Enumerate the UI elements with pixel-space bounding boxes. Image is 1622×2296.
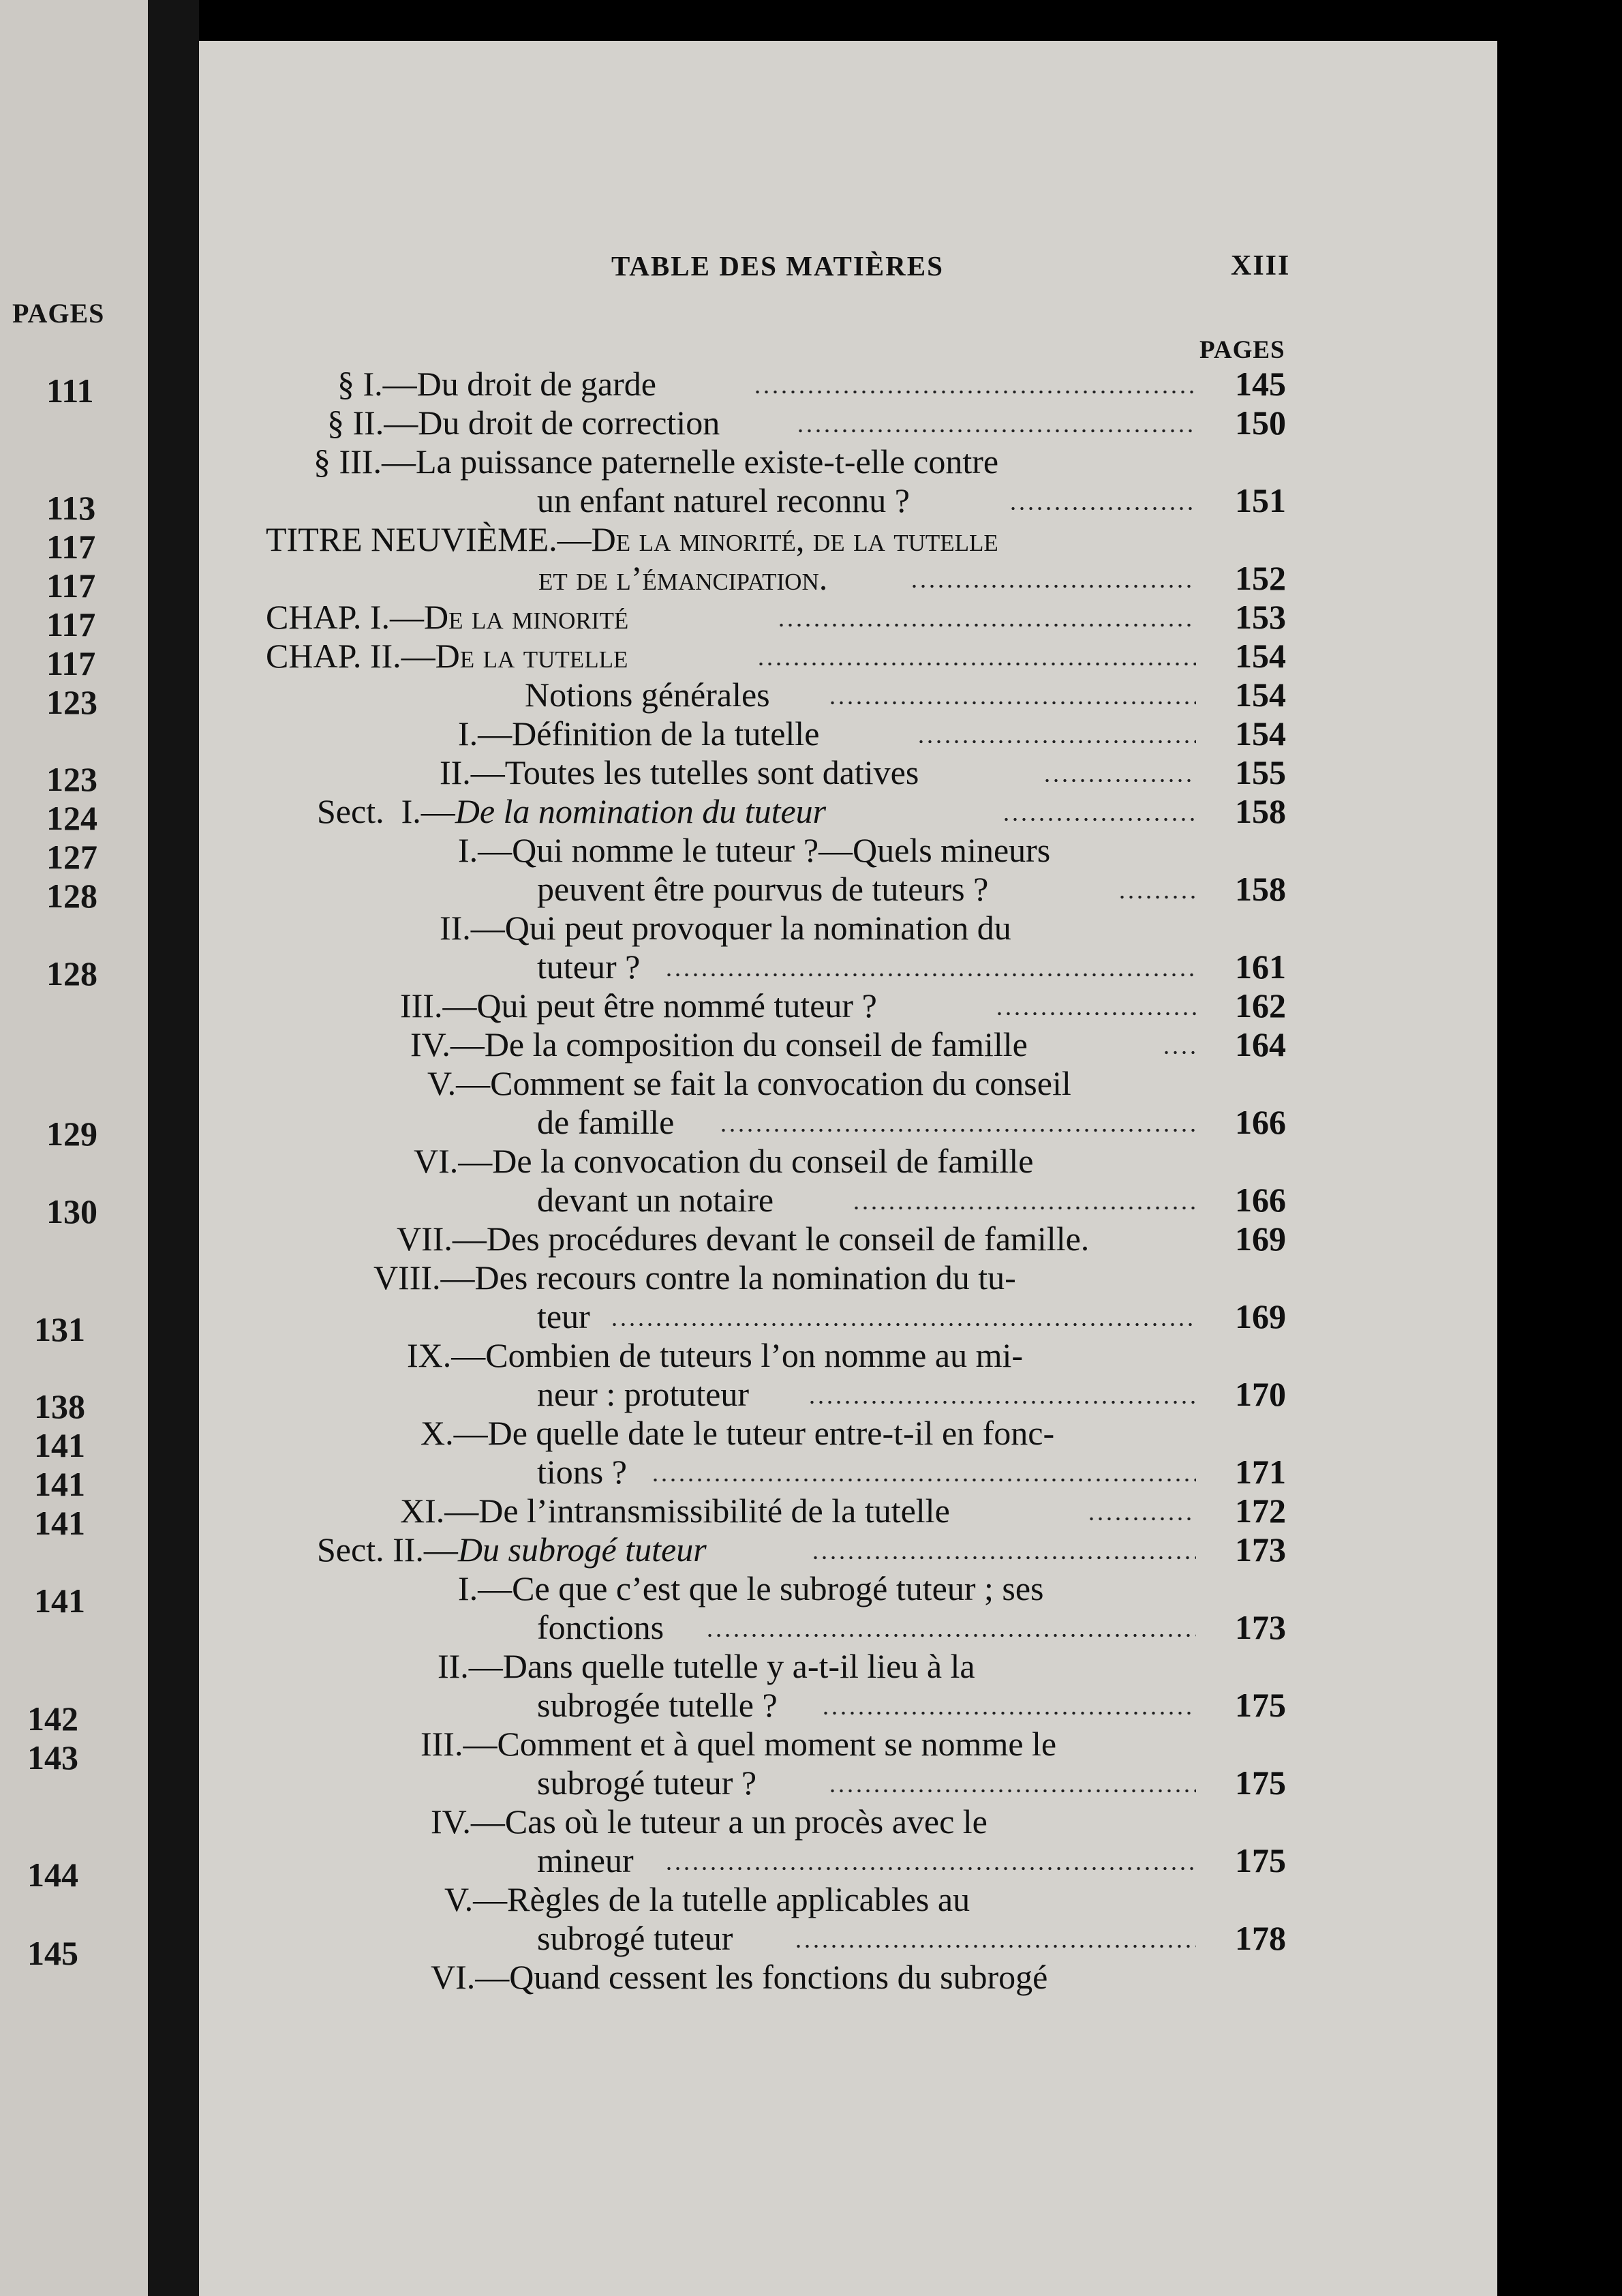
left-page-number: 138 — [34, 1387, 85, 1425]
toc-entry-text: II.—Dans quelle tutelle y a-t-il lieu à la — [438, 1647, 975, 1685]
dot-leader — [821, 1711, 1196, 1715]
toc-entry — [0, 870, 1622, 908]
dot-leader — [753, 390, 1196, 394]
toc-entry — [0, 1375, 1622, 1413]
left-pages-heading: PAGES — [12, 298, 105, 329]
dot-leader — [664, 1867, 1196, 1871]
toc-entry-page: 161 — [1235, 948, 1286, 986]
toc-entry-text: III.—Qui peut être nommé tuteur ? — [400, 986, 877, 1025]
toc-entry-text: tuteur ? — [537, 948, 641, 986]
toc-entry-text: VI.—Quand cessent les fonctions du subrogé — [431, 1958, 1048, 1996]
toc-entry — [0, 481, 1622, 519]
toc-entry — [0, 1530, 1622, 1569]
toc-entry — [0, 1064, 1622, 1102]
dot-leader — [1043, 779, 1196, 783]
toc-entry-text: Sect. I.—De la nomination du tuteur — [317, 792, 827, 830]
toc-entry-text: Notions générales — [525, 676, 770, 714]
toc-entry-text: I.—Définition de la tutelle — [458, 714, 820, 753]
toc-entry-text: CHAP. I.—De la minorité — [266, 598, 629, 636]
toc-entry — [0, 442, 1622, 481]
toc-entry — [0, 1802, 1622, 1841]
toc-entry-page: 175 — [1235, 1686, 1286, 1724]
dot-leader — [995, 1012, 1196, 1016]
toc-entry — [0, 1919, 1622, 1957]
toc-entry-text: X.—De quelle date le tuteur entre-t-il en fonc- — [420, 1414, 1055, 1452]
left-page-number: 111 — [46, 372, 94, 410]
toc-entry-page: 150 — [1235, 404, 1286, 442]
toc-entry-page: 158 — [1235, 792, 1286, 830]
dot-leader — [777, 623, 1196, 627]
toc-entry-page: 175 — [1235, 1764, 1286, 1802]
toc-entry-text: XI.—De l’intransmissibilité de la tutelle — [400, 1492, 950, 1530]
toc-entry-text: peuvent être pourvus de tuteurs ? — [537, 870, 989, 908]
left-page-number: 117 — [46, 528, 96, 566]
toc-entry-page: 166 — [1235, 1181, 1286, 1219]
toc-entry-page: 170 — [1235, 1375, 1286, 1413]
toc-entry — [0, 1220, 1622, 1258]
toc-entry — [0, 1841, 1622, 1879]
dot-leader — [705, 1633, 1196, 1637]
toc-entry — [0, 1880, 1622, 1918]
toc-entry-page: 158 — [1235, 870, 1286, 908]
left-page-number: 131 — [34, 1310, 85, 1348]
page-number: XIII — [1231, 250, 1291, 282]
toc-entry-text: de famille — [537, 1103, 675, 1141]
toc-entry — [0, 1725, 1622, 1763]
toc-entry — [0, 986, 1622, 1025]
toc-entry-text: et de l’émancipation. — [538, 559, 828, 597]
toc-entry — [0, 909, 1622, 947]
toc-entry — [0, 1569, 1622, 1607]
left-page-number: 117 — [46, 605, 96, 644]
dot-leader — [796, 429, 1196, 433]
toc-entry — [0, 714, 1622, 753]
left-page-number: 129 — [46, 1115, 97, 1153]
toc-entry-text: TITRE NEUVIÈME.—De la minorité, de la tutelle — [266, 520, 998, 558]
dot-leader — [719, 1128, 1196, 1132]
toc-entry — [0, 753, 1622, 791]
toc-entry-text: neur : protuteur — [537, 1375, 750, 1413]
toc-entry-text: CHAP. II.—De la tutelle — [266, 637, 628, 675]
toc-entry-text: mineur — [537, 1841, 634, 1879]
dot-leader — [1087, 1517, 1196, 1521]
toc-entry — [0, 520, 1622, 558]
left-page-number: 141 — [34, 1426, 85, 1464]
dot-leader — [808, 1400, 1196, 1404]
dot-leader — [828, 701, 1196, 705]
toc-entry — [0, 1492, 1622, 1530]
toc-entry-page: 145 — [1235, 365, 1286, 403]
toc-entry-text: subrogée tutelle ? — [537, 1686, 778, 1724]
left-page-number: 141 — [34, 1504, 85, 1542]
toc-entry-text: IV.—De la composition du conseil de famille — [410, 1025, 1028, 1063]
dot-leader — [651, 1478, 1196, 1482]
toc-entry-page: 175 — [1235, 1841, 1286, 1879]
toc-entry — [0, 676, 1622, 714]
dot-leader — [1009, 507, 1196, 511]
toc-entry-page: 178 — [1235, 1919, 1286, 1957]
toc-entry — [0, 1297, 1622, 1335]
left-page-number: 124 — [46, 799, 97, 837]
toc-entry-text: Sect. II.—Du subrogé tuteur — [317, 1530, 707, 1569]
toc-entry — [0, 1103, 1622, 1141]
dot-leader — [917, 740, 1196, 744]
toc-entry-text: IV.—Cas où le tuteur a un procès avec le — [431, 1802, 988, 1841]
toc-entry — [0, 1764, 1622, 1802]
toc-entry-text: VI.—De la convocation du conseil de famille — [414, 1142, 1034, 1180]
dot-leader — [828, 1789, 1196, 1793]
toc-entry-page: 173 — [1235, 1530, 1286, 1569]
toc-entry-text: V.—Comment se fait la convocation du conseil — [427, 1064, 1071, 1102]
left-page-number: 143 — [27, 1738, 78, 1777]
left-page-number: 117 — [46, 567, 96, 605]
toc-entry — [0, 1336, 1622, 1374]
left-page-number: 142 — [27, 1700, 78, 1738]
toc-entry — [0, 598, 1622, 636]
toc-entry-page: 169 — [1235, 1220, 1286, 1258]
toc-entry-text: II.—Qui peut provoquer la nomination du — [440, 909, 1011, 947]
toc-entry-text: subrogé tuteur ? — [537, 1764, 757, 1802]
toc-entry-text: teur — [537, 1297, 590, 1335]
pages-column-label: PAGES — [1199, 336, 1285, 364]
toc-entry-text: subrogé tuteur — [537, 1919, 733, 1957]
toc-entry — [0, 404, 1622, 442]
toc-entry-page: 173 — [1235, 1608, 1286, 1646]
toc-entry-text: VIII.—Des recours contre la nomination du tu- — [373, 1258, 1016, 1297]
toc-entry-page: 164 — [1235, 1025, 1286, 1063]
toc-entry-text: VII.—Des procédures devant le conseil de famille. — [397, 1220, 1090, 1258]
dot-leader — [1118, 895, 1196, 899]
left-page-number: 144 — [27, 1856, 78, 1894]
toc-entry-text: § I.—Du droit de garde — [337, 365, 656, 403]
toc-entry-text: I.—Qui nomme le tuteur ?—Quels mineurs — [458, 831, 1051, 869]
toc-entry-text: IX.—Combien de tuteurs l’on nomme au mi- — [407, 1336, 1024, 1374]
toc-entry — [0, 1958, 1622, 1996]
toc-entry — [0, 1453, 1622, 1491]
dot-leader — [852, 1206, 1196, 1210]
toc-entry — [0, 1414, 1622, 1452]
toc-entry-text: III.—Comment et à quel moment se nomme le — [420, 1725, 1057, 1763]
toc-entry-page: 166 — [1235, 1103, 1286, 1141]
toc-entry — [0, 831, 1622, 869]
left-page-number: 117 — [46, 644, 96, 682]
left-page-number: 113 — [46, 489, 96, 527]
left-page-number: 141 — [34, 1465, 85, 1503]
toc-entry-page: 154 — [1235, 714, 1286, 753]
toc-entry — [0, 559, 1622, 597]
dot-leader — [610, 1323, 1196, 1327]
dot-leader — [811, 1556, 1196, 1560]
dot-leader — [1162, 1051, 1196, 1055]
left-page-number: 130 — [46, 1192, 97, 1230]
toc-entry-text: V.—Règles de la tutelle applicables au — [444, 1880, 970, 1918]
dot-leader — [794, 1944, 1196, 1948]
toc-entry — [0, 1025, 1622, 1063]
toc-entry-page: 152 — [1235, 559, 1286, 597]
toc-entry-page: 151 — [1235, 481, 1286, 519]
toc-entry-text: § II.—Du droit de correction — [327, 404, 720, 442]
toc-entry-page: 172 — [1235, 1492, 1286, 1530]
toc-entry — [0, 948, 1622, 986]
toc-entry — [0, 1181, 1622, 1219]
toc-entry-page: 171 — [1235, 1453, 1286, 1491]
dot-leader — [756, 662, 1196, 666]
toc-entry-text: I.—Ce que c’est que le subrogé tuteur ; ses — [458, 1569, 1044, 1607]
toc-entry — [0, 1686, 1622, 1724]
left-page-number: 128 — [46, 954, 97, 993]
toc-entry-page: 155 — [1235, 753, 1286, 791]
toc-entry — [0, 1142, 1622, 1180]
dot-leader — [910, 584, 1196, 588]
toc-entry-text: § III.—La puissance paternelle existe-t-elle contre — [313, 442, 999, 481]
toc-entry-text: tions ? — [537, 1453, 627, 1491]
toc-entry-page: 162 — [1235, 986, 1286, 1025]
left-page-number: 123 — [46, 760, 97, 798]
toc-entry-page: 154 — [1235, 676, 1286, 714]
left-page-number: 141 — [34, 1582, 85, 1620]
dot-leader — [1002, 817, 1196, 821]
toc-entry-page: 169 — [1235, 1297, 1286, 1335]
toc-entry-text: un enfant naturel reconnu ? — [537, 481, 910, 519]
toc-entry — [0, 365, 1622, 403]
toc-entry — [0, 1258, 1622, 1297]
dot-leader — [664, 973, 1196, 977]
toc-entry — [0, 1647, 1622, 1685]
left-page-number: 123 — [46, 683, 97, 721]
left-page-number: 127 — [46, 838, 97, 876]
running-header-title: TABLE DES MATIÈRES — [611, 250, 944, 282]
left-page-number: 145 — [27, 1934, 78, 1972]
toc-entry-text: II.—Toutes les tutelles sont datives — [440, 753, 919, 791]
toc-entry-text: devant un notaire — [537, 1181, 774, 1219]
toc-entry — [0, 792, 1622, 830]
toc-entry — [0, 637, 1622, 675]
left-page-number: 128 — [46, 877, 97, 915]
toc-entry-text: fonctions — [537, 1608, 664, 1646]
toc-entry-page: 154 — [1235, 637, 1286, 675]
toc-entry-page: 153 — [1235, 598, 1286, 636]
toc-entry — [0, 1608, 1622, 1646]
